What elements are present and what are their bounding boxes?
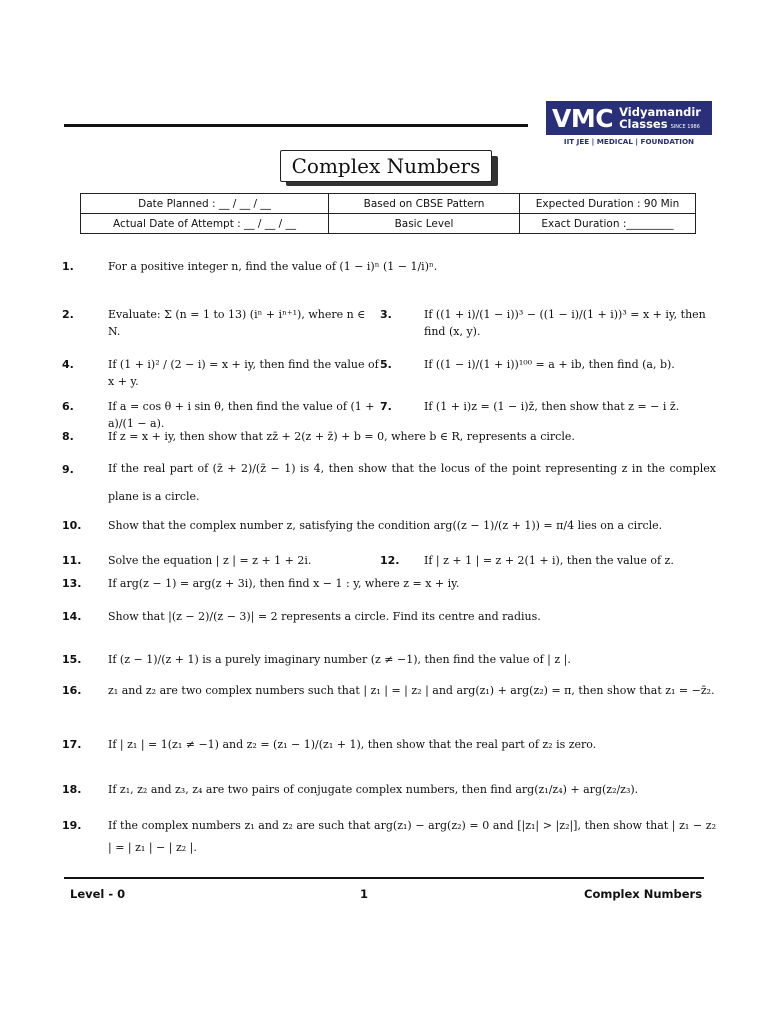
logo-classes: Classes	[619, 116, 668, 131]
question-text: z₁ and z₂ are two complex numbers such that | z₁ | = | z₂ | and arg(z₁) + arg(z₂) = π, then show that z₁ = −z̄₂.	[108, 684, 715, 697]
question-number: 11.	[62, 554, 82, 567]
vmc-logo	[546, 101, 712, 147]
logo-since: SINCE 1986	[670, 123, 700, 130]
question-number: 15.	[62, 653, 82, 666]
question-number: 18.	[62, 783, 82, 796]
logo-name: Vidyamandir	[619, 104, 701, 119]
planning-table	[80, 193, 696, 234]
question-text: If ((1 − i)/(1 + i))¹⁰⁰ = a + ib, then find (a, b).	[424, 358, 675, 371]
question-text: Evaluate: Σ (n = 1 to 13) (iⁿ + iⁿ⁺¹), where n ∈ N.	[108, 308, 366, 338]
question-number: 14.	[62, 610, 82, 623]
question-number: 9.	[62, 463, 74, 476]
logo-badge	[546, 101, 712, 135]
question-text: If arg(z − 1) = arg(z + 3i), then find x − 1 : y, where z = x + iy.	[108, 577, 460, 590]
question-text: If (1 + i)z = (1 − i)z̄, then show that z = − i z̄.	[424, 400, 680, 413]
question-number: 1.	[62, 260, 74, 273]
question-number: 19.	[62, 819, 82, 832]
question-text: If the complex numbers z₁ and z₂ are such that arg(z₁) − arg(z₂) = 0 and [|z₁| > |z₂|], then show that | z₁ − z₂ | = | z₁ | − | z₂ |.	[108, 819, 716, 854]
question-text: Solve the equation | z | = z + 1 + 2i.	[108, 554, 312, 567]
question-number: 5.	[380, 358, 392, 371]
level-cell: Basic Level	[329, 214, 520, 234]
question-text: If ((1 + i)/(1 − i))³ − ((1 − i)/(1 + i))³ = x + iy, then find (x, y).	[424, 308, 706, 338]
question-number: 3.	[380, 308, 392, 321]
question-text: If (z − 1)/(z + 1) is a purely imaginary number (z ≠ −1), then find the value of | z |.	[108, 653, 571, 666]
question-number: 7.	[380, 400, 392, 413]
question-text: For a positive integer n, find the value of (1 − i)ⁿ (1 − 1/i)ⁿ.	[108, 260, 438, 273]
question-number: 13.	[62, 577, 82, 590]
question-text: If z₁, z₂ and z₃, z₄ are two pairs of conjugate complex numbers, then find arg(z₁/z₄) + arg(z₂/z₃).	[108, 783, 639, 796]
question-text: Show that |(z − 2)/(z − 3)| = 2 represents a circle. Find its centre and radius.	[108, 610, 541, 623]
logo-mark: VMC	[552, 103, 614, 133]
question-number: 10.	[62, 519, 82, 532]
question-number: 16.	[62, 684, 82, 697]
question-number: 2.	[62, 308, 74, 321]
question-number: 6.	[62, 400, 74, 413]
question-text: If (1 + i)² / (2 − i) = x + iy, then find the value of x + y.	[108, 358, 379, 388]
question-number: 12.	[380, 554, 400, 567]
pattern-cell: Based on CBSE Pattern	[329, 194, 520, 214]
question-text: If a = cos θ + i sin θ, then find the value of (1 + a)/(1 − a).	[108, 400, 375, 430]
question-text: If | z + 1 | = z + 2(1 + i), then the value of z.	[424, 554, 674, 567]
expected-duration-cell: Expected Duration : 90 Min	[520, 194, 696, 214]
question-text: If z = x + iy, then show that zz̄ + 2(z + z̄) + b = 0, where b ∈ R, represents a circle.	[108, 430, 575, 443]
page-number: 1	[360, 887, 369, 901]
logo-tagline: IIT JEE | MEDICAL | FOUNDATION	[563, 137, 695, 146]
exact-duration-cell: Exact Duration :_________	[520, 214, 696, 234]
question-text: If the real part of (z̄ + 2)/(z̄ − 1) is 4, then show that the locus of the point representing z in the complex plane is a circle.	[108, 462, 716, 503]
question-number: 4.	[62, 358, 74, 371]
page-title: Complex Numbers	[280, 150, 492, 182]
actual-date-cell: Actual Date of Attempt : __ / __ / __	[81, 214, 329, 234]
footer-chapter: Complex Numbers	[584, 887, 703, 901]
question-text: Show that the complex number z, satisfying the condition arg((z − 1)/(z + 1)) = π/4 lies on a circle.	[108, 519, 663, 532]
footer-level: Level - 0	[70, 887, 126, 901]
question-number: 8.	[62, 430, 74, 443]
question-text: If | z₁ | = 1(z₁ ≠ −1) and z₂ = (z₁ − 1)/(z₁ + 1), then show that the real part of z₂ is zero.	[108, 738, 597, 751]
date-planned-cell: Date Planned : __ / __ / __	[81, 194, 329, 214]
footer-rule	[64, 877, 704, 879]
header-rule	[64, 124, 528, 127]
question-number: 17.	[62, 738, 82, 751]
